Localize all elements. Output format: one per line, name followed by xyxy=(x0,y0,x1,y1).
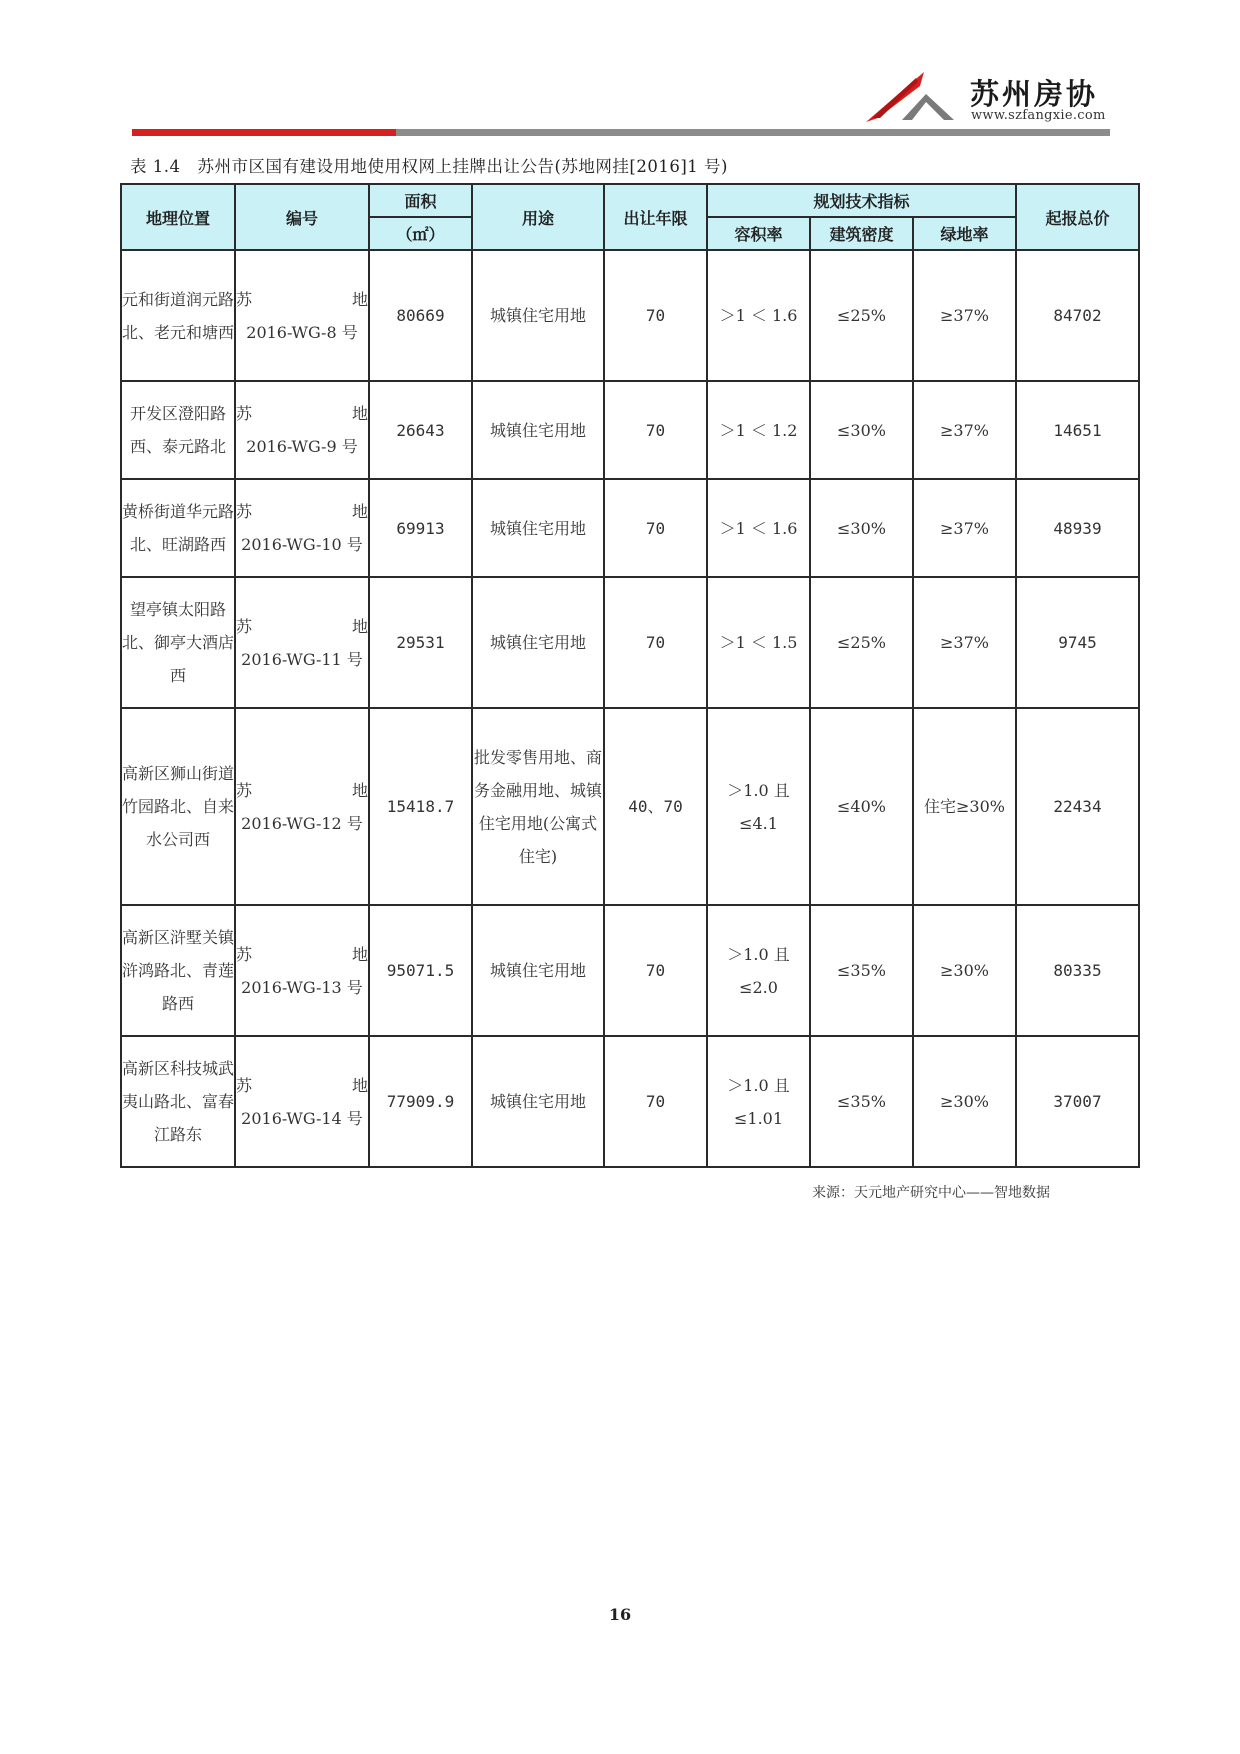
cell-use: 城镇住宅用地 xyxy=(472,250,604,381)
cell-term: 40、70 xyxy=(604,708,707,905)
cell-green: ≥37% xyxy=(913,479,1016,577)
cell-density: ≤35% xyxy=(810,1036,913,1167)
code-rest: 2016-WG-8 号 xyxy=(246,322,358,342)
code-rest: 2016-WG-14 号 xyxy=(241,1108,363,1128)
cell-location: 元和街道润元路北、老元和塘西 xyxy=(121,250,235,381)
cell-location: 黄桥街道华元路北、旺湖路西 xyxy=(121,479,235,577)
header-term: 出让年限 xyxy=(604,184,707,250)
header-area-unit: （㎡） xyxy=(369,217,472,250)
cell-green: ≥37% xyxy=(913,381,1016,479)
cell-price: 14651 xyxy=(1016,381,1139,479)
table-row xyxy=(121,250,1139,381)
cell-far: ＞1 ＜ 1.6 xyxy=(707,479,810,577)
cell-code xyxy=(235,250,369,381)
logo-mark-icon xyxy=(858,62,968,132)
cell-density: ≤35% xyxy=(810,905,913,1036)
cell-use: 城镇住宅用地 xyxy=(472,905,604,1036)
code-mid: 地 xyxy=(351,289,368,309)
cell-green: ≥30% xyxy=(913,1036,1016,1167)
cell-area: 29531 xyxy=(369,577,472,708)
cell-code xyxy=(235,479,369,577)
code-mid: 地 xyxy=(351,404,368,423)
cell-area: 95071.5 xyxy=(369,905,472,1036)
cell-use: 城镇住宅用地 xyxy=(472,381,604,479)
cell-price: 9745 xyxy=(1016,577,1139,708)
cell-price: 80335 xyxy=(1016,905,1139,1036)
code-prefix: 苏 xyxy=(236,780,253,800)
code-rest: 2016-WG-12 号 xyxy=(241,813,363,833)
cell-term: 70 xyxy=(604,905,707,1036)
code-mid: 地 xyxy=(351,944,368,964)
code-mid: 地 xyxy=(351,1075,368,1095)
code-mid: 地 xyxy=(351,616,368,636)
cell-price: 84702 xyxy=(1016,250,1139,381)
cell-far: ＞1.0 且≤4.1 xyxy=(707,708,810,905)
code-rest: 2016-WG-11 号 xyxy=(241,649,363,669)
table-row xyxy=(121,1036,1139,1167)
page-number: 16 xyxy=(608,1605,632,1624)
header-price: 起报总价 xyxy=(1016,184,1139,250)
table-row xyxy=(121,381,1139,479)
code-prefix: 苏 xyxy=(236,616,253,636)
cell-term: 70 xyxy=(604,577,707,708)
logo-url: www.szfangxie.com xyxy=(971,108,1106,123)
header-green: 绿地率 xyxy=(913,217,1016,250)
cell-code xyxy=(235,381,369,479)
cell-term: 70 xyxy=(604,479,707,577)
code-prefix: 苏 xyxy=(236,502,253,521)
cell-term: 70 xyxy=(604,250,707,381)
cell-area: 77909.9 xyxy=(369,1036,472,1167)
code-mid: 地 xyxy=(351,780,368,800)
code-prefix: 苏 xyxy=(236,289,253,309)
header-area: 面积 xyxy=(369,184,472,217)
table-row xyxy=(121,708,1139,905)
cell-density: ≤30% xyxy=(810,381,913,479)
cell-code xyxy=(235,905,369,1036)
header-planning: 规划技术指标 xyxy=(707,184,1016,217)
cell-location: 开发区澄阳路西、泰元路北 xyxy=(121,381,235,479)
cell-code xyxy=(235,577,369,708)
cell-green: ≥37% xyxy=(913,577,1016,708)
code-rest: 2016-WG-9 号 xyxy=(246,437,358,456)
cell-term: 70 xyxy=(604,381,707,479)
code-mid: 地 xyxy=(351,502,368,521)
cell-term: 70 xyxy=(604,1036,707,1167)
cell-location: 高新区科技城武夷山路北、富春江路东 xyxy=(121,1036,235,1167)
logo-name: 苏州房协 xyxy=(970,77,1099,111)
table-row xyxy=(121,479,1139,577)
code-prefix: 苏 xyxy=(236,404,253,423)
cell-green: 住宅≥30% xyxy=(913,708,1016,905)
cell-green: ≥37% xyxy=(913,250,1016,381)
cell-use: 批发零售用地、商务金融用地、城镇住宅用地(公寓式住宅) xyxy=(472,708,604,905)
cell-price: 22434 xyxy=(1016,708,1139,905)
cell-far: ＞1 ＜ 1.6 xyxy=(707,250,810,381)
cell-far: ＞1 ＜ 1.5 xyxy=(707,577,810,708)
cell-far: ＞1 ＜ 1.2 xyxy=(707,381,810,479)
cell-area: 69913 xyxy=(369,479,472,577)
code-prefix: 苏 xyxy=(236,944,253,964)
cell-area: 26643 xyxy=(369,381,472,479)
table-row xyxy=(121,577,1139,708)
cell-density: ≤40% xyxy=(810,708,913,905)
code-rest: 2016-WG-10 号 xyxy=(241,535,363,554)
cell-location: 高新区狮山街道竹园路北、自来水公司西 xyxy=(121,708,235,905)
cell-location: 高新区浒墅关镇浒鸿路北、青莲路西 xyxy=(121,905,235,1036)
header-location: 地理位置 xyxy=(121,184,235,250)
table-row xyxy=(121,905,1139,1036)
cell-density: ≤30% xyxy=(810,479,913,577)
header-use: 用途 xyxy=(472,184,604,250)
cell-location: 望亭镇太阳路北、御亭大酒店西 xyxy=(121,577,235,708)
cell-area: 15418.7 xyxy=(369,708,472,905)
logo xyxy=(858,62,1120,132)
cell-price: 37007 xyxy=(1016,1036,1139,1167)
header-code: 编号 xyxy=(235,184,369,250)
header-rule-red xyxy=(132,129,396,136)
cell-price: 48939 xyxy=(1016,479,1139,577)
cell-code xyxy=(235,1036,369,1167)
cell-green: ≥30% xyxy=(913,905,1016,1036)
cell-code xyxy=(235,708,369,905)
cell-far: ＞1.0 且≤1.01 xyxy=(707,1036,810,1167)
cell-use: 城镇住宅用地 xyxy=(472,577,604,708)
header-rule-gray xyxy=(396,129,1110,136)
table-caption: 表 1.4 苏州市区国有建设用地使用权网上挂牌出让公告(苏地网挂[2016]1 号) xyxy=(130,157,728,176)
cell-far: ＞1.0 且≤2.0 xyxy=(707,905,810,1036)
land-auction-table xyxy=(120,183,1140,1168)
header-far: 容积率 xyxy=(707,217,810,250)
code-rest: 2016-WG-13 号 xyxy=(241,977,363,997)
code-prefix: 苏 xyxy=(236,1075,253,1095)
cell-density: ≤25% xyxy=(810,577,913,708)
cell-use: 城镇住宅用地 xyxy=(472,479,604,577)
cell-use: 城镇住宅用地 xyxy=(472,1036,604,1167)
cell-area: 80669 xyxy=(369,250,472,381)
header-density: 建筑密度 xyxy=(810,217,913,250)
cell-density: ≤25% xyxy=(810,250,913,381)
source-note: 来源：天元地产研究中心——智地数据 xyxy=(812,1185,1050,1201)
